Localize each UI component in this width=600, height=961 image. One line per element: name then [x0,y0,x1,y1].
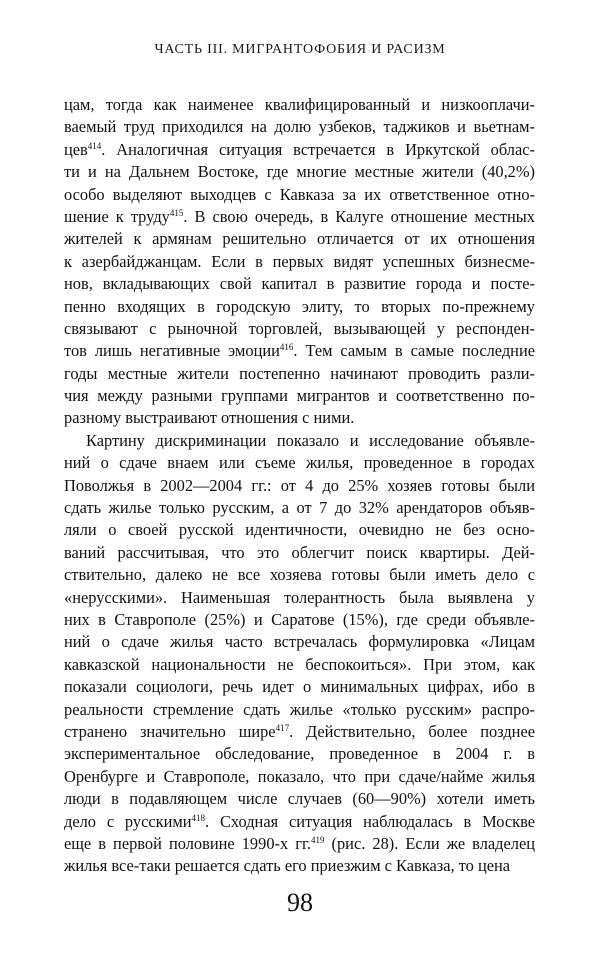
text-line: Оренбурге и Ставрополе, показало, что при сдаче/найме жилья [64,766,535,786]
text-line: ний о сдаче внаем или съеме жилья, проведенное в городах [64,453,535,473]
footnote-ref[interactable]: 415 [169,207,184,218]
text-line: ляли о своей русской идентичности, очевидно не без осно- [64,520,535,540]
text-line: шение к труду$^{415}$. В свою очередь, в Калуге отношение местных [64,206,535,226]
footnote-ref[interactable]: 414 [87,140,102,151]
text-line: ствительно, далеко не все хозяева готовы были иметь дело с [64,565,535,585]
text-line: цев$^{414}$. Аналогичная ситуация встречается в Иркутской облас- [64,139,535,159]
text-line: нов, вкладывающих свой капитал в развитие города и посте- [64,274,535,294]
text-line: жителей к армянам решительно отличается от их отношения [64,229,535,249]
text-line: еще в первой половине 1990-х гг.$^{419}$ (рис. 28). Если же владелец [64,833,535,853]
text-line: чия между разными группами мигрантов и соответственно по- [64,386,535,406]
text-line: связывают с рыночной торговлей, вызывающей у респонден- [64,318,535,338]
text-line: «нерусскими». Наименьшая толерантность была выявлена у [64,587,535,607]
text-line: них в Ставрополе (25%) и Саратове (15%), где среди объявле- [64,609,535,629]
text-line: показали социологи, речь идет о минимальных цифрах, ибо в [64,677,535,697]
text-line: сдать жилье только русским, а от 7 до 32% арендаторов объяв- [64,498,535,518]
text-line: ний о сдаче жилья часто встречалась формулировка «Лицам [64,632,535,652]
text-line: кавказской национальности не беспокоиться». При этом, как [64,654,535,674]
text-line: годы местные жители постепенно начинают проводить разли- [64,363,535,383]
text-line: странено значительно шире$^{417}$. Действительно, более позднее [64,721,535,741]
text-line: тов лишь негативные эмоции$^{416}$. Тем самым в самые последние [64,341,535,361]
footnote-ref[interactable]: 419 [310,834,325,845]
text-line: Поволжья в 2002—2004 гг.: от 4 до 25% хозяев готовы были [64,475,535,495]
text-line: разному выстраивают отношения с ними. [64,408,355,428]
page-number: 98 [287,888,313,917]
text-line: ти и на Дальнем Востоке, где многие местные жители (40,2%) [64,162,535,182]
text-line: люди в подавляющем числе случаев (60—90%) хотели иметь [64,789,535,809]
paragraph [64,94,535,430]
text-line: ваний рассчитывая, что это облегчит поиск квартиры. Дей- [64,542,535,562]
text-line: жилья все-таки решается сдать его приезжим с Кавказа, то цена [64,856,511,876]
text-line: реальности стремление сдать жилье «только русским» распро- [64,699,535,719]
text-line: к азербайджанцам. Если в первых видят успешных бизнесме- [64,251,535,271]
text-line: Картину дискриминации показало и исследование объявле- [86,430,535,450]
text-line: экспериментальное обследование, проведенное в 2004 г. в [64,744,535,764]
text-line: ваемый труд приходился на долю узбеков, таджиков и вьетнам- [64,117,535,137]
text-line: пенно входящих в городскую элиту, то вторых по-прежнему [64,296,535,316]
text-line: особо выделяют выходцев с Кавказа за их ответственное отно- [64,184,535,204]
footnote-ref[interactable]: 416 [279,342,294,353]
footnote-ref[interactable]: 418 [191,812,206,823]
body-text [64,94,535,878]
paragraph [64,430,535,878]
running-header: ЧАСТЬ III. МИГРАНТОФОБИЯ И РАСИЗМ [154,42,446,57]
text-line: дело с русскими$^{418}$. Сходная ситуация наблюдалась в Москве [64,811,536,831]
text-line: цам, тогда как наименее квалифицированный и низкооплачи- [64,95,535,114]
footnote-ref[interactable]: 417 [275,722,290,733]
